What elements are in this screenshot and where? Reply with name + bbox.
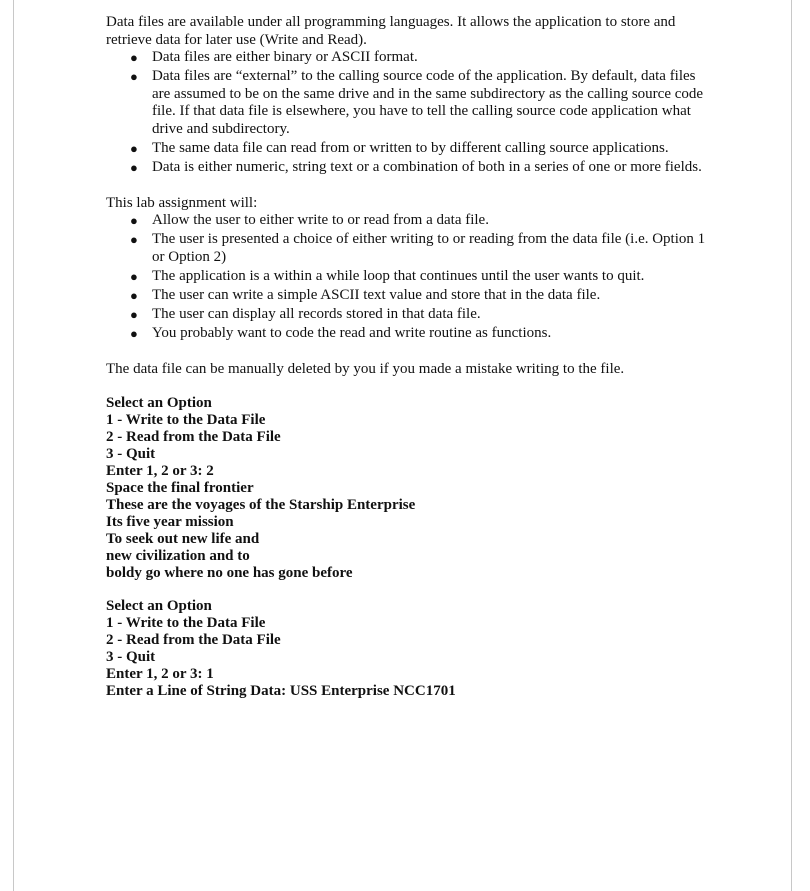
bullet-icon: ● [130, 69, 138, 84]
list-item: ● The user can write a simple ASCII text value and store that in the data file. [130, 286, 601, 303]
list-item: ● Data files are “external” to the calling source code of the application. By default, data files are assumed to be on the same drive and in the same subdirectory as the calling source code file. If that data file is elsewhere, you have to tell the calling source code application what drive and subdirectory. [130, 68, 704, 137]
bullet-icon: ● [130, 140, 138, 156]
console-line: Enter 1, 2 or 3: 1 [106, 666, 214, 682]
bullet-icon: ● [130, 268, 138, 284]
console-line: 1 - Write to the Data File [106, 615, 266, 631]
assignment-bullet-list [106, 212, 706, 342]
list-item: ● Allow the user to either write to or read from a data file. [130, 212, 489, 228]
console-line: boldy go where no one has gone before [106, 565, 353, 581]
bullet-icon: ● [130, 50, 138, 65]
console-line: Enter a Line of String Data: USS Enterprise NCC1701 [106, 683, 456, 699]
assignment-heading: This lab assignment will: [106, 194, 258, 211]
console-output-1 [106, 395, 706, 582]
console-line: These are the voyages of the Starship Enterprise [106, 497, 416, 513]
note-paragraph: The data file can be manually deleted by you if you made a mistake writing to the file. [106, 360, 625, 377]
bullet-icon: ● [130, 213, 138, 228]
bullet-icon: ● [130, 306, 138, 322]
document-body [106, 14, 706, 700]
console-line: Enter 1, 2 or 3: 2 [106, 463, 214, 479]
list-item: ● The same data file can read from or written to by different calling source applications. [130, 139, 669, 156]
document-page [13, 0, 792, 891]
list-item: ● The user is presented a choice of either writing to or reading from the data file (i.e. Option 1 or Option 2) [130, 231, 706, 265]
list-item: ● Data is either numeric, string text or a combination of both in a series of one or more fields. [130, 158, 702, 175]
intro-paragraph: Data files are available under all programming languages. It allows the application to store and retrieve data for later use (Write and Read). [106, 14, 676, 48]
list-item: ● The user can display all records stored in that data file. [130, 305, 481, 322]
intro-bullet-list [106, 49, 706, 176]
console-line: Select an Option [106, 598, 212, 614]
console-line: 3 - Quit [106, 446, 156, 462]
bullet-icon: ● [130, 325, 138, 341]
console-output-2 [106, 598, 706, 700]
bullet-icon: ● [130, 287, 138, 303]
console-line: 3 - Quit [106, 649, 156, 665]
console-line: new civilization and to [106, 548, 250, 564]
console-line: 2 - Read from the Data File [106, 632, 281, 648]
console-line: 2 - Read from the Data File [106, 429, 281, 445]
console-line: Its five year mission [106, 514, 234, 530]
list-item: ● The application is a within a while loop that continues until the user wants to quit. [130, 267, 645, 284]
console-line: Select an Option [106, 395, 212, 411]
console-line: To seek out new life and [106, 531, 260, 547]
console-line: 1 - Write to the Data File [106, 412, 266, 428]
list-item: ● You probably want to code the read and write routine as functions. [130, 324, 552, 341]
console-line: Space the final frontier [106, 480, 254, 496]
bullet-icon: ● [130, 232, 138, 247]
list-item: ● Data files are either binary or ASCII format. [130, 49, 418, 65]
bullet-icon: ● [130, 159, 138, 175]
